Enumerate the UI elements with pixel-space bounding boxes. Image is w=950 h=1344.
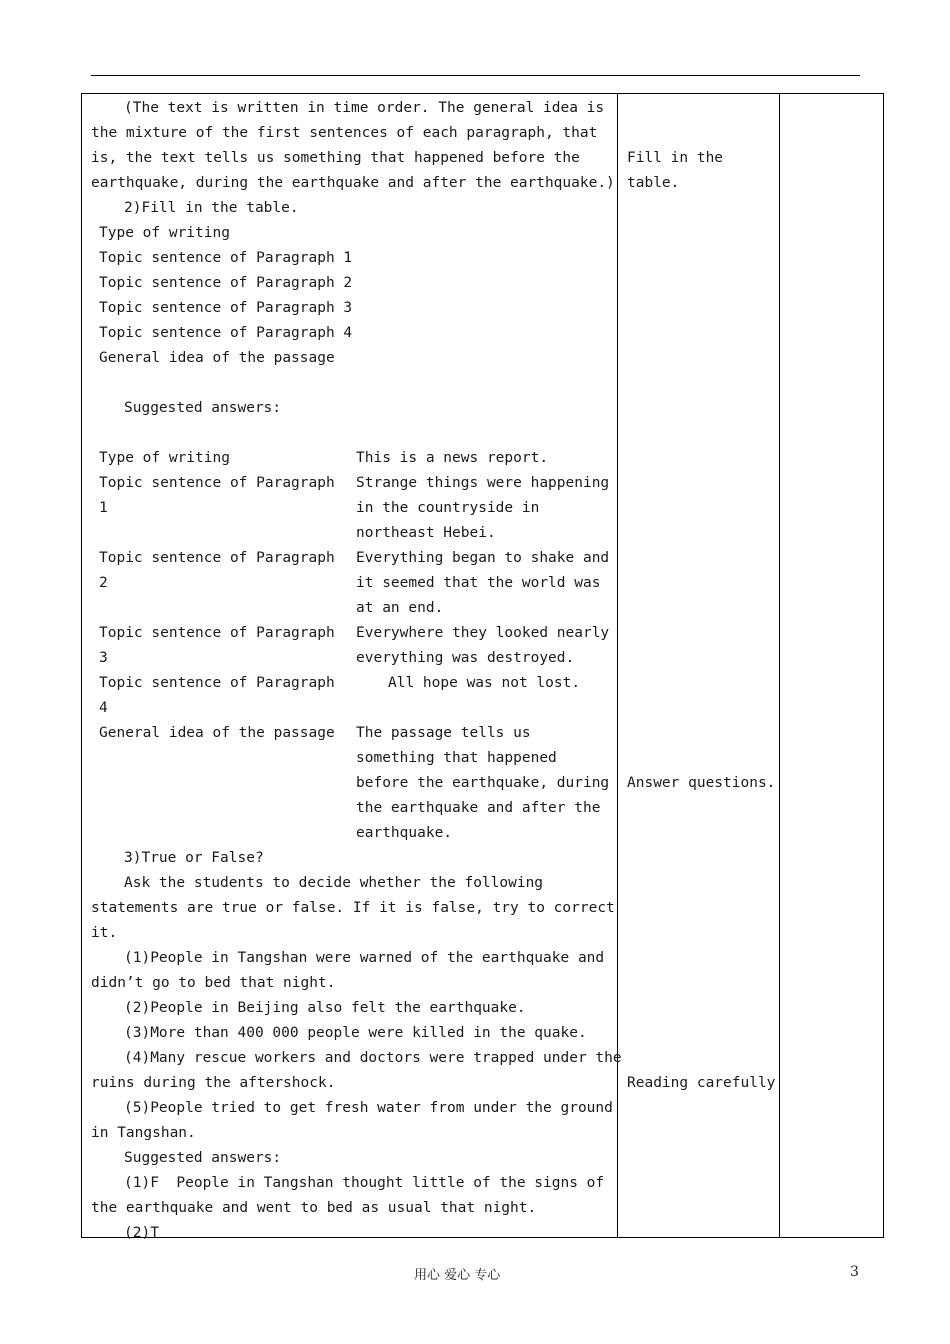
answer-key-cell: 3 [99, 650, 108, 666]
answer-value-cell: The passage tells us [356, 725, 531, 741]
answer-value-cell: it seemed that the world was [356, 575, 601, 591]
answer-key-cell: 2 [99, 575, 108, 591]
answer-value-cell: at an end. [356, 600, 444, 616]
intro-line [91, 146, 580, 171]
activity-reading-carefully: Reading carefully [627, 1075, 776, 1091]
activity-answer-questions: Answer questions. [627, 775, 776, 791]
answer-key-cell: Topic sentence of Paragraph [99, 550, 335, 566]
activity-fill-table: table. [627, 175, 680, 191]
intro-text-3: is, the text tells us something that happened before the [91, 150, 580, 166]
true-false-title: 3)True or False? [124, 850, 264, 866]
answer-key-cell: Topic sentence of Paragraph [99, 625, 335, 641]
blank-row: Topic sentence of Paragraph 1 [99, 250, 353, 266]
true-false-intro: Ask the students to decide whether the following [124, 875, 544, 891]
intro-line [91, 96, 610, 121]
statement-line: didn’t go to bed that night. [91, 975, 336, 991]
intro-line [91, 121, 597, 146]
intro-text-4: earthquake, during the earthquake and after the earthquake.) [91, 175, 615, 191]
blank-row: General idea of the passage [99, 350, 335, 366]
intro-text-1: (The text is written in time order. The general idea is [124, 100, 605, 116]
answer-key-cell: 1 [99, 500, 108, 516]
true-false-intro: statements are true or false. If it is false, try to correct [91, 900, 615, 916]
answer-key-cell: 4 [99, 700, 108, 716]
answer-value-cell: everything was destroyed. [356, 650, 575, 666]
blank-row: Type of writing [99, 225, 230, 241]
header-rule [91, 75, 860, 76]
intro-text-2: the mixture of the first sentences of each paragraph, that [91, 125, 598, 141]
answer-value-cell: This is a news report. [356, 450, 549, 466]
answer-line: (2)T [124, 1225, 159, 1241]
answer-line: (1)F People in Tangshan thought little of the signs of [124, 1175, 605, 1191]
answer-key-cell: Type of writing [99, 450, 230, 466]
answer-key-cell: Topic sentence of Paragraph [99, 675, 335, 691]
answer-value-cell: earthquake. [356, 825, 453, 841]
statement-line: in Tangshan. [91, 1125, 196, 1141]
answer-value-cell: Everywhere they looked nearly [356, 625, 610, 641]
answer-value-cell: something that happened [356, 750, 557, 766]
answer-value-cell: before the earthquake, during [356, 775, 610, 791]
answer-value-cell: All hope was not lost. [388, 675, 581, 691]
true-false-intro: it. [91, 925, 118, 941]
answer-value-cell: Everything began to shake and [356, 550, 610, 566]
statement-line: (2)People in Beijing also felt the earthquake. [124, 1000, 526, 1016]
blank-row: Topic sentence of Paragraph 3 [99, 300, 353, 316]
statement-line: (4)Many rescue workers and doctors were trapped under the [124, 1050, 622, 1066]
answer-key-cell: Topic sentence of Paragraph [99, 475, 335, 491]
statement-line: (5)People tried to get fresh water from under the ground [124, 1100, 613, 1116]
intro-line [91, 171, 615, 196]
blank-row: Topic sentence of Paragraph 4 [99, 325, 353, 341]
fill-title: 2)Fill in the table. [124, 200, 299, 216]
statement-line: (1)People in Tangshan were warned of the earthquake and [124, 950, 605, 966]
answer-value-cell: northeast Hebei. [356, 525, 496, 541]
notes-cell [780, 94, 883, 1237]
answer-key-cell: General idea of the passage [99, 725, 335, 741]
statement-line: (3)More than 400 000 people were killed in the quake. [124, 1025, 587, 1041]
statement-line: ruins during the aftershock. [91, 1075, 336, 1091]
footer-motto: 用心 爱心 专心 [414, 1268, 501, 1283]
suggested-answers-label: Suggested answers: [124, 1150, 282, 1166]
suggested-answers-label: Suggested answers: [124, 400, 282, 416]
page-number: 3 [850, 1264, 859, 1280]
answer-value-cell: in the countryside in [356, 500, 540, 516]
lesson-table [81, 93, 884, 1241]
answer-value-cell: the earthquake and after the [356, 800, 601, 816]
answer-line: the earthquake and went to bed as usual that night. [91, 1200, 537, 1216]
answer-value-cell: Strange things were happening [356, 475, 610, 491]
blank-row: Topic sentence of Paragraph 2 [99, 275, 353, 291]
activity-fill-table: Fill in the [627, 150, 724, 166]
